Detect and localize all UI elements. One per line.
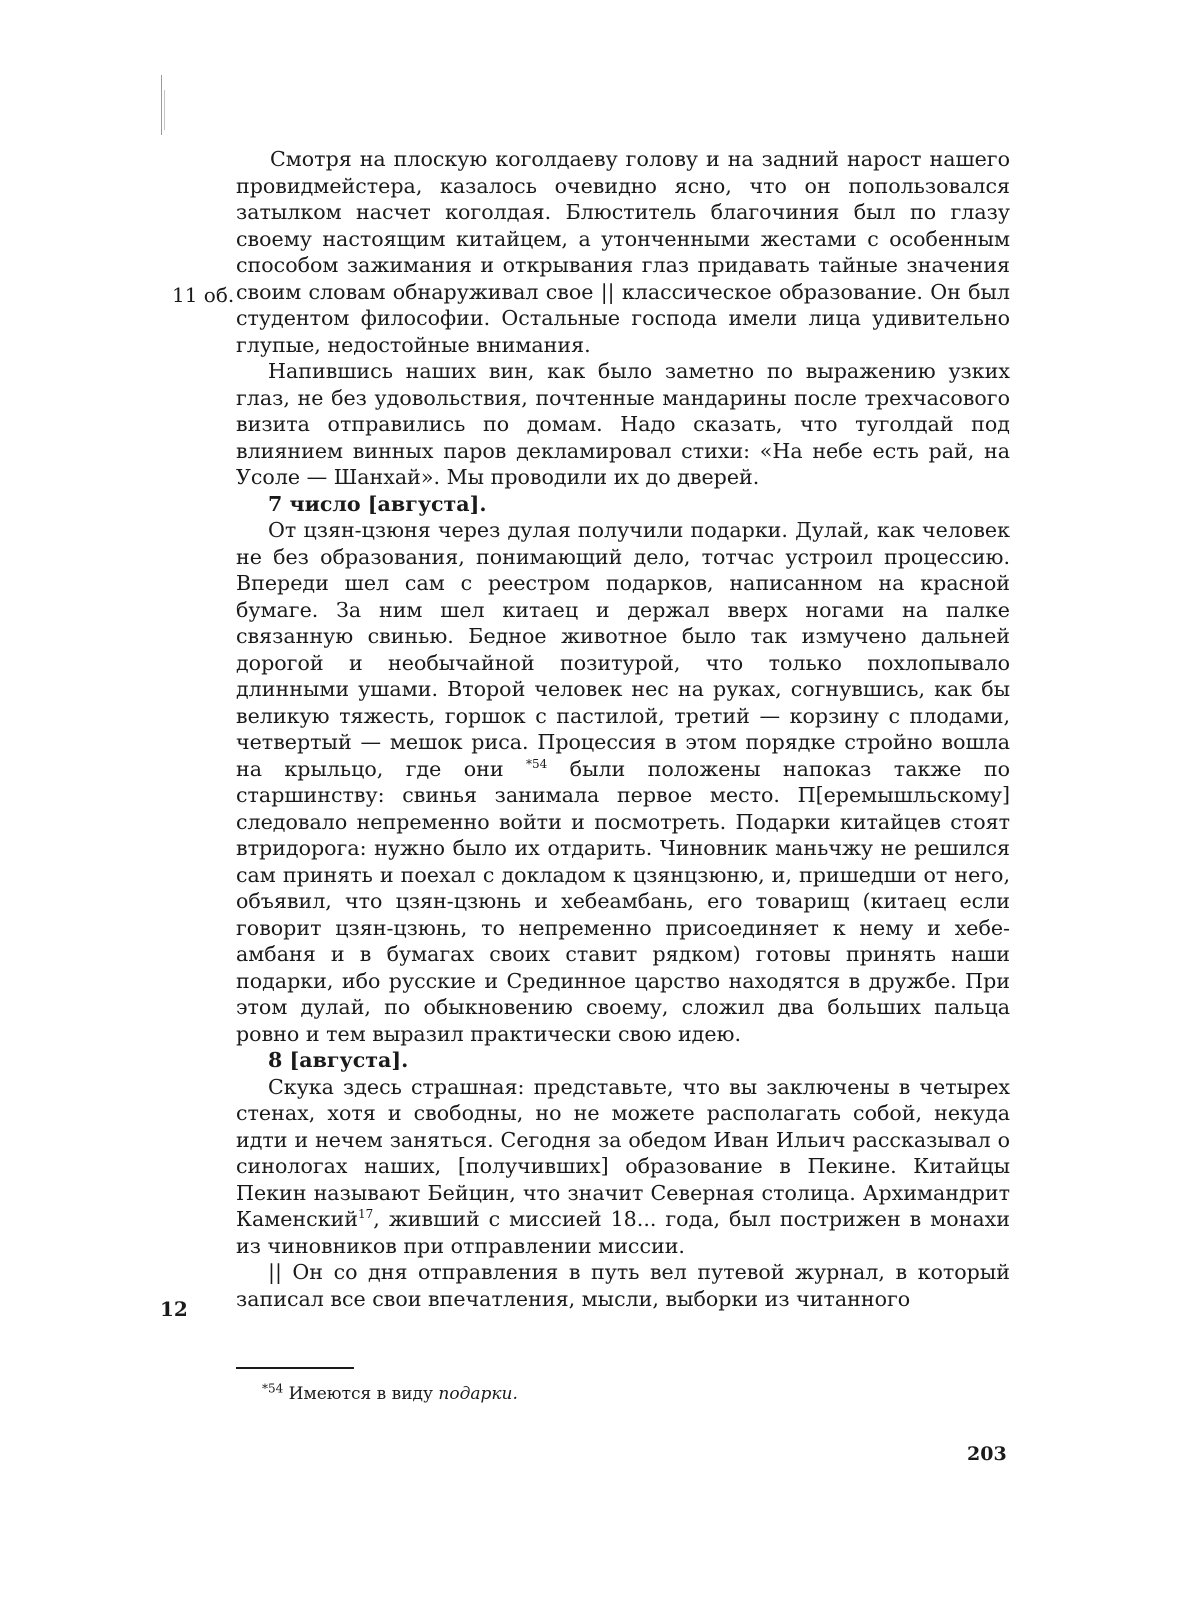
margin-folio-note: 11 об.: [172, 283, 235, 307]
paragraph: Смотря на плоскую коголдаеву голову и на задний нарост нашего провидмейстера, казалось очевидно ясно, что он попользовался затылком насчет коголдая. Блюститель благочиния был по глазу своему настоящим китайцем, а утонченными жестами с особенным способом зажимания и открывания глаз придавать тайные значения своим словам обнаруживал свое || классическое образование. Он был студентом философии. Остальные господа имели лица удивительно глупые, недостойные внимания.: [236, 147, 1010, 357]
page-number: 203: [967, 1443, 1007, 1465]
scan-artifact-line: [164, 90, 165, 130]
footnote-divider: [236, 1367, 354, 1369]
paragraph-text: От цзян-цзюня через дулая получили подарки. Дулай, как человек не без образования, понимающий дело, тотчас устроил процессию. Впереди шел сам с реестром подарков, написанном на красной бумаге. За ним шел китаец и держал вверх ногами на палке связанную свинью. Бедное животное было так измучено дальней дорогой и необычайной позитурой, что только похлопывало длинными ушами. Второй человек нес на руках, согнувшись, как бы великую тяжесть, горшок с пастилой, третий — корзину с плодами, четвертый — мешок риса. Процессия в этом порядке стройно вошла на крыльцо, где они: [236, 518, 1010, 781]
paragraph-text: , живший с миссией 18... года, был пострижен в монахи из чиновников при отправлении миссии.: [236, 1207, 1010, 1258]
paragraph: [236, 517, 1010, 1047]
footnote-mark: *54: [262, 1381, 284, 1396]
margin-folio-note: 12: [160, 1297, 188, 1321]
paragraph: [236, 1074, 1010, 1260]
footnote-text: Имеются в виду: [283, 1384, 439, 1404]
paragraph-text: были положены напоказ также по старшинству: свинья занимала первое место. П[еремышльскому] следовало непременно войти и посмотреть. Подарки китайцев стоят втридорога: нужно было их отдарить. Чиновник маньчжу не решился сам принять и поехал с докладом к цзянцзюню, и, пришедши от него, объявил, что цзян-цзюнь и хебеамбань, его товарищ (китаец если говорит цзян-цзюнь, то непременно присоединяет к нему и хебе-амбаня и в бумагах своих ставит рядком) готовы принять наши подарки, ибо русские и Срединное царство находятся в дружбе. При этом дулай, по обыкновению своему, сложил два больших пальца ровно и тем выразил практически свою идею.: [236, 756, 1010, 1046]
endnote-reference: 17: [358, 1207, 374, 1222]
main-text-column: [236, 146, 1010, 1312]
footnote-italic-text: подарки.: [438, 1384, 518, 1404]
date-heading: 7 число [августа].: [268, 491, 487, 516]
paragraph: Напившись наших вин, как было заметно по выражению узких глаз, не без удовольствия, почтенные мандарины после трехчасового визита отправились по домам. Надо сказать, что туголдай под влиянием винных паров декламировал стихи: «На небе есть рай, на Усоле — Шанхай». Мы проводили их до дверей.: [236, 359, 1010, 489]
paragraph: || Он со дня отправления в путь вел путевой журнал, в который записал все свои впечатления, мысли, выборки из читанного: [236, 1260, 1010, 1311]
date-heading: 8 [августа].: [268, 1048, 409, 1072]
paragraph-text: Скука здесь страшная: представьте, что вы заключены в четырех стенах, хотя и свободны, но не можете располагать собой, некуда идти и нечем заняться. Сегодня за обедом Иван Ильич рассказывал о синологах наших, [получивших] образование в Пекине. Китайцы Пекин называют Бейцин, что значит Северная столица. Архимандрит Каменский: [236, 1074, 1010, 1231]
scan-artifact-line: [161, 75, 162, 135]
footnote-reference: *54: [526, 756, 548, 771]
footnote: [262, 1383, 518, 1405]
